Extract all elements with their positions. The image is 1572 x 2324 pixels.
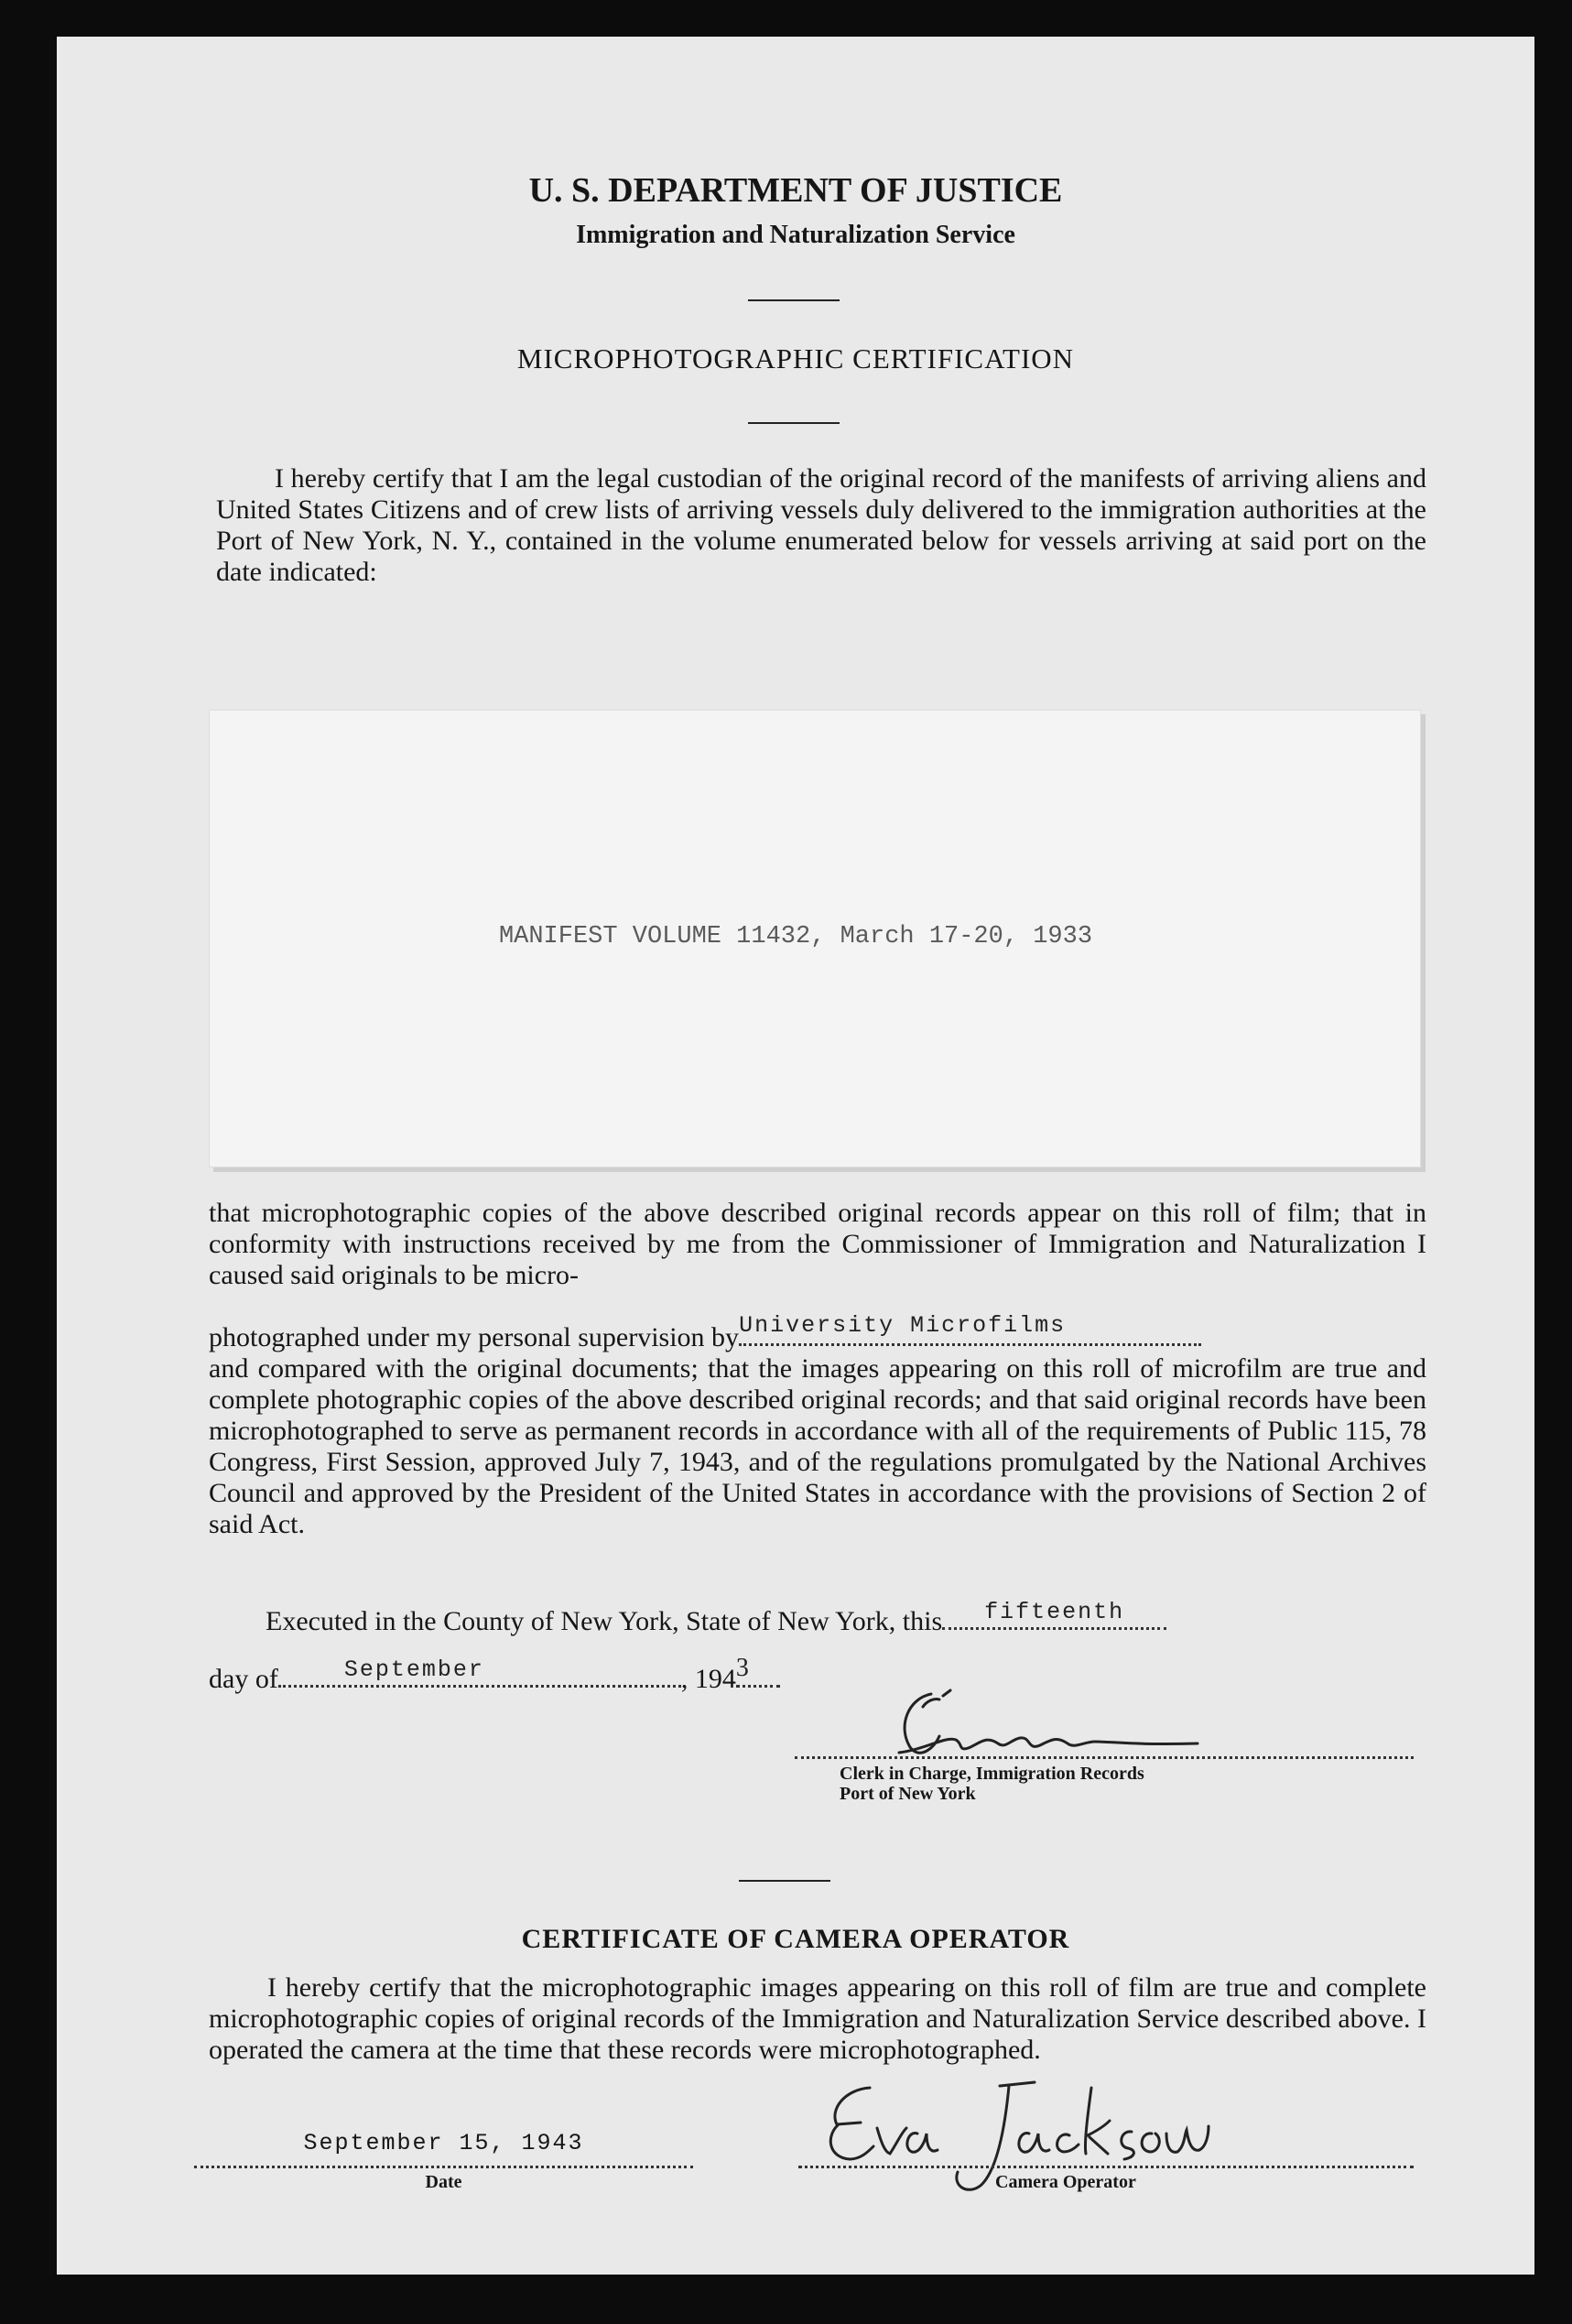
photographer-prefix: photographed under my personal supervision by <box>209 1322 740 1352</box>
day-of-label: day of <box>209 1664 278 1694</box>
divider <box>748 299 840 301</box>
intro-paragraph: I hereby certify that I am the legal custodian of the original record of the manifests of arriving aliens and United States Citizens and of crew lists of arriving vessels duly delivered to the immigration authorities at the Port of New York, N. Y., contained in the volume enumerated below for vessels arriving at said port on the date indicated: <box>216 463 1426 587</box>
clerk-signature <box>844 1676 1247 1767</box>
operator-signature-line <box>798 2166 1414 2168</box>
date-label: Date <box>425 2172 462 2192</box>
clerk-signature-line <box>795 1756 1414 1759</box>
divider <box>739 1880 830 1882</box>
executed-line <box>266 1599 1166 1637</box>
certification-heading: MICROPHOTOGRAPHIC CERTIFICATION <box>516 342 1075 375</box>
executed-prefix: Executed in the County of New York, State of New York, this <box>266 1606 943 1636</box>
month-year-line <box>209 1654 780 1695</box>
department-title: U. S. DEPARTMENT OF JUSTICE <box>528 171 1063 210</box>
certification-body: and compared with the original documents; that the images appearing on this roll of microfilm are true and complete photographic copies of the above described original records; and that said original records have been microphotographed to serve as permanent records in accordance with all of the requirements of Public 115, 78 Congress, First Session, approved July 7, 1943, and of the regulations promulgated by the National Archives Council and approved by the President of the United States in accordance with the provisions of Section 2 of said Act. <box>209 1353 1426 1539</box>
camera-operator-label: Camera Operator <box>995 2172 1136 2192</box>
year-value: 3 <box>735 1654 751 1682</box>
divider <box>748 422 840 424</box>
certification-paragraph-part2 <box>209 1312 1426 1540</box>
year-field <box>735 1654 780 1688</box>
operator-date-value: September 15, 1943 <box>303 2130 584 2156</box>
day-value: fifteenth <box>984 1599 1125 1625</box>
month-field <box>278 1656 681 1688</box>
clerk-title-line: Clerk in Charge, Immigration Records <box>840 1764 1144 1784</box>
day-field <box>942 1599 1166 1630</box>
certification-paragraph-part1: that microphotographic copies of the above described original records appear on this roll of film; that in conformity with instructions received by me from the Commissioner of Immigration and Naturalization I caused said originals to be micro- <box>209 1198 1426 1290</box>
photographer-field <box>739 1312 1201 1346</box>
clerk-title <box>840 1764 1144 1804</box>
camera-operator-heading: CERTIFICATE OF CAMERA OPERATOR <box>521 1924 1070 1954</box>
clerk-office-line: Port of New York <box>840 1784 976 1804</box>
photographer-line <box>209 1312 1426 1353</box>
certificate-page <box>57 37 1534 2275</box>
volume-label-text: MANIFEST VOLUME 11432, March 17-20, 1933 <box>498 923 1093 950</box>
service-subtitle: Immigration and Naturalization Service <box>576 221 1015 249</box>
camera-operator-paragraph: I hereby certify that the microphotographic images appearing on this roll of film are true and complete microphotographic copies of original records of the Immigration and Naturalization Service described above. I operated the camera at the time that these records were microphotographed. <box>209 1972 1426 2065</box>
month-value: September <box>343 1656 484 1683</box>
photographer-value: University Microfilms <box>739 1312 1067 1339</box>
year-prefix: , 194 <box>680 1664 736 1694</box>
date-line <box>194 2166 693 2168</box>
